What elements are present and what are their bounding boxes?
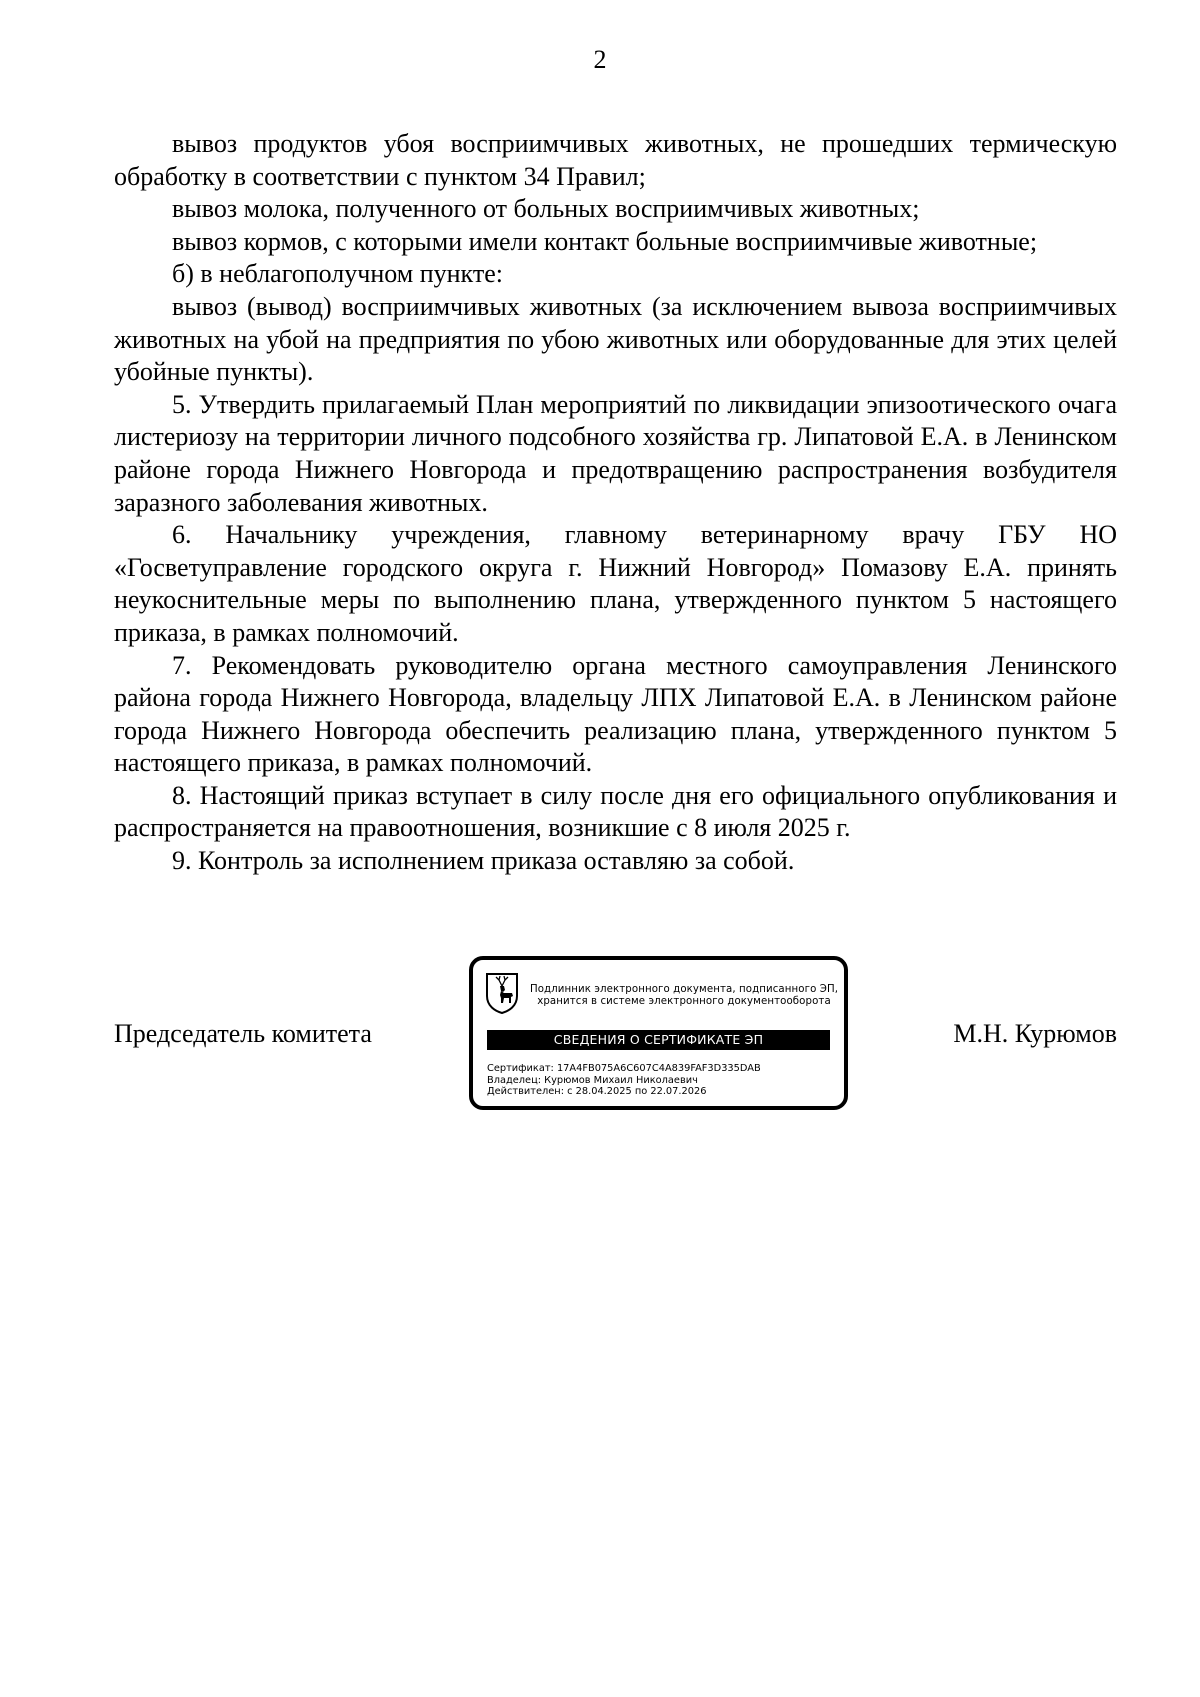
signatory-position: Председатель комитета: [114, 1019, 372, 1048]
stamp-owner: Владелец: Курюмов Михаил Николаевич: [487, 1074, 698, 1086]
paragraph-8: 7. Рекомендовать руководителю органа местного самоуправления Ленинского района города Нижнего Новгорода, владельцу ЛПХ Липатовой Е.А. в Ленинском районе города Нижнего Новгорода обеспечить реализацию плана, утвержденного пунктом 5 настоящего приказа, в рамках полномочий.: [114, 650, 1117, 778]
stamp-validity: Действителен: с 28.04.2025 по 22.07.2026: [487, 1086, 707, 1097]
paragraph-5: вывоз (вывод) восприимчивых животных (за исключением вывоза восприимчивых животных на убой на предприятия по убою животных или оборудованные для этих целей убойные пункты).: [114, 291, 1117, 387]
paragraph-3: вывоз кормов, с которыми имели контакт больные восприимчивые животные;: [172, 226, 1038, 256]
paragraph-7: 6. Начальнику учреждения, главному ветеринарному врачу ГБУ НО «Госветуправление городского округа г. Нижний Новгород» Помазову Е.А. принять неукоснительные меры по выполнению плана, утвержденного пунктом 5 настоящего приказа, в рамках полномочий.: [114, 520, 1117, 647]
paragraph-6: 5. Утвердить прилагаемый План мероприятий по ликвидации эпизоотического очага листериозу на территории личного подсобного хозяйства гр. Липатовой Е.А. в Ленинском районе города Нижнего Новгорода и предотвращению распространения возбудителя заразного заболевания животных.: [114, 389, 1117, 517]
stamp-certificate-details: [487, 1063, 761, 1098]
stamp-notice-line-2: хранится в системе электронного документооборота: [537, 996, 831, 1007]
nizhny-novgorod-deer-emblem-icon: [485, 972, 519, 1014]
paragraph-1: вывоз продуктов убоя восприимчивых животных, не прошедших термическую обработку в соответствии с пунктом 34 Правил;: [114, 129, 1117, 191]
document-body: [114, 128, 1117, 878]
stamp-notice-line-1: Подлинник электронного документа, подписанного ЭП,: [529, 984, 839, 995]
paragraph-4: б) в неблагополучном пункте:: [172, 259, 503, 289]
stamp-notice: [525, 984, 843, 1008]
electronic-signature-stamp: [469, 956, 848, 1110]
paragraph-10: 9. Контроль за исполнением приказа оставляю за собой.: [172, 846, 795, 876]
page-number: 2: [593, 45, 607, 74]
stamp-header: СВЕДЕНИЯ О СЕРТИФИКАТЕ ЭП: [487, 1030, 830, 1050]
paragraph-9: 8. Настоящий приказ вступает в силу после дня его официального опубликования и распространяется на правоотношения, возникшие с 8 июля 2025 г.: [114, 780, 1117, 843]
stamp-certificate: Сертификат: 17A4FB075A6C607C4A839FAF3D335DAB: [487, 1063, 761, 1074]
signatory-name: М.Н. Курюмов: [953, 1019, 1117, 1048]
paragraph-2: вывоз молока, полученного от больных восприимчивых животных;: [172, 194, 920, 224]
